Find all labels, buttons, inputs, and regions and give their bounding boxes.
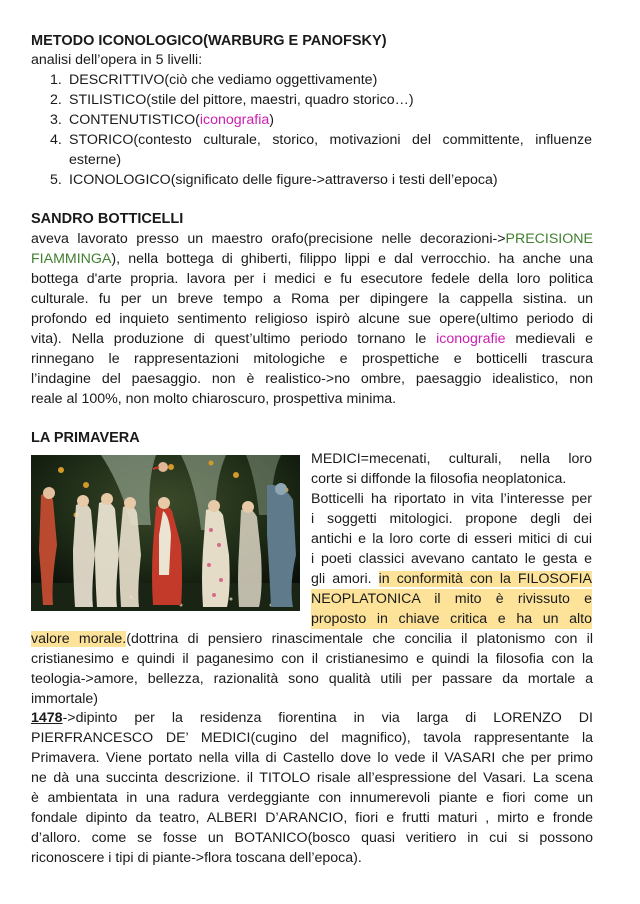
intro-text: analisi dell’opera in 5 livelli: <box>31 52 203 68</box>
heading-la-primavera: LA PRIMAVERA <box>31 430 140 446</box>
paragraph-line: i poeti classici avevano cantato le gesta e <box>311 551 592 567</box>
paragraph-line: fondale dipinto da teatro, ALBERI D’ARANCIO, fiori e frutti maturi , mirto e fronde <box>31 810 593 826</box>
paragraph-line: culturale. fu per un breve tempo a Roma per dipingere la cappella sistina. un <box>31 291 593 307</box>
paragraph-line: aveva lavorato presso un maestro orafo(precisione nelle decorazioni->PRECISIONE <box>31 231 593 247</box>
paragraph-line: rinnegano le rappresentazioni mitologiche e prospettiche e botticelli trascura <box>31 351 593 367</box>
list-item: DESCRITTIVO(ciò che vediamo oggettivamente) <box>69 72 378 88</box>
list-item: STORICO(contesto culturale, storico, motivazioni del committente, influenze <box>69 132 592 148</box>
paragraph-line: l’indagine del paesaggio. non è realistico->no ombre, paesaggio idealistico, non <box>31 371 593 387</box>
paragraph-line: MEDICI=mecenati, culturali, nella loro <box>311 451 592 467</box>
list-number: 3. <box>50 112 62 128</box>
highlighted-text: proposto in chiave critica e ha un alto <box>311 611 592 627</box>
highlighted-text: valore morale. <box>31 631 127 647</box>
highlighted-text: in conformità con la FILOSOFIA <box>378 571 592 587</box>
list-item-continuation: esterne) <box>69 152 122 168</box>
heading-sandro-botticelli: SANDRO BOTTICELLI <box>31 211 184 227</box>
paragraph-line: 1478->dipinto per la residenza fiorentina in via larga di LORENZO DI <box>31 710 593 726</box>
list-item: CONTENUTISTICO(iconografia) <box>69 112 274 128</box>
paragraph-line: vita). Nella produzione di quest’ultimo periodo tornano le iconografie medievali e <box>31 331 593 347</box>
paragraph-line: ne dà una succinta descrizione. il TITOLO risale all’espressione del Vasari. La scena <box>31 770 593 786</box>
paragraph-line: reale al 100%, non molto chiaroscuro, prospettiva minima. <box>31 391 397 407</box>
paragraph-line: è ambientata in una radura verdeggiante con innumerevoli piante e fiori come un <box>31 790 593 806</box>
heading-metodo-iconologico: METODO ICONOLOGICO(WARBURG E PANOFSKY) <box>31 33 387 49</box>
iconografie-term: iconografie <box>436 331 506 347</box>
paragraph-line: d’alloro. come se fosse un BOTANICO(bosco quasi veritiero in cui si possono <box>31 830 593 846</box>
paragraph-line: riconoscere i tipi di piante->flora toscana dell’epoca). <box>31 850 362 866</box>
paragraph-line: corte si diffonde la filosofia neoplatonica. <box>311 471 567 487</box>
highlighted-text: NEOPLATONICA il mito è rivissuto e <box>311 591 592 607</box>
paragraph-line: i soggetti mitologici. propone degli dei <box>311 511 592 527</box>
fiamminga-term: FIAMMINGA <box>31 251 112 267</box>
date-1478: 1478 <box>31 710 63 726</box>
iconografia-term: iconografia <box>199 112 270 128</box>
paragraph-line: FIAMMINGA), nella bottega di ghiberti, filippo lippi e dal verrocchio. ha anche una <box>31 251 593 267</box>
paragraph-line: bottega d'arte propria. lavora per i medici e fu esecutore fedele della loro politica <box>31 271 593 287</box>
paragraph-line: Primavera. Viene portato nella villa di Castello dove lo vede il VASARI che per primo <box>31 750 593 766</box>
paragraph-line: profondo ed inquieto sentimento religioso ispirò alcune sue opere(ultimo periodo di <box>31 311 593 327</box>
list-number: 1. <box>50 72 62 88</box>
list-number: 5. <box>50 172 62 188</box>
paragraph-line: gli amori. in conformità con la FILOSOFIA <box>311 571 592 587</box>
paragraph-line: Botticelli ha riportato in vita l’interesse per <box>311 491 592 507</box>
list-item: ICONOLOGICO(significato delle figure->attraverso i testi dell’epoca) <box>69 172 498 188</box>
precisione-term: PRECISIONE <box>505 231 593 247</box>
paragraph-line: immortale) <box>31 691 99 707</box>
paragraph-line: cristianesimo e quindi il paganesimo con il cristianesimo e quindi la filosofia con la <box>31 651 593 667</box>
paragraph-line: valore morale.(dottrina di pensiero rinascimentale che concilia il platonismo con il <box>31 631 593 647</box>
primavera-painting-image <box>31 455 300 611</box>
paragraph-line: antichi e la loro corte di esseri mitici di cui <box>311 531 592 547</box>
paragraph-line: teologia->amore, bellezza, razionalità sono qualità utili per passare da mortale a <box>31 671 593 687</box>
list-number: 4. <box>50 132 62 148</box>
list-item: STILISTICO(stile del pittore, maestri, quadro storico…) <box>69 92 414 108</box>
paragraph-line: PIERFRANCESCO DE’ MEDICI(cugino del magnifico), tavola rappresentante la <box>31 730 593 746</box>
list-number: 2. <box>50 92 62 108</box>
